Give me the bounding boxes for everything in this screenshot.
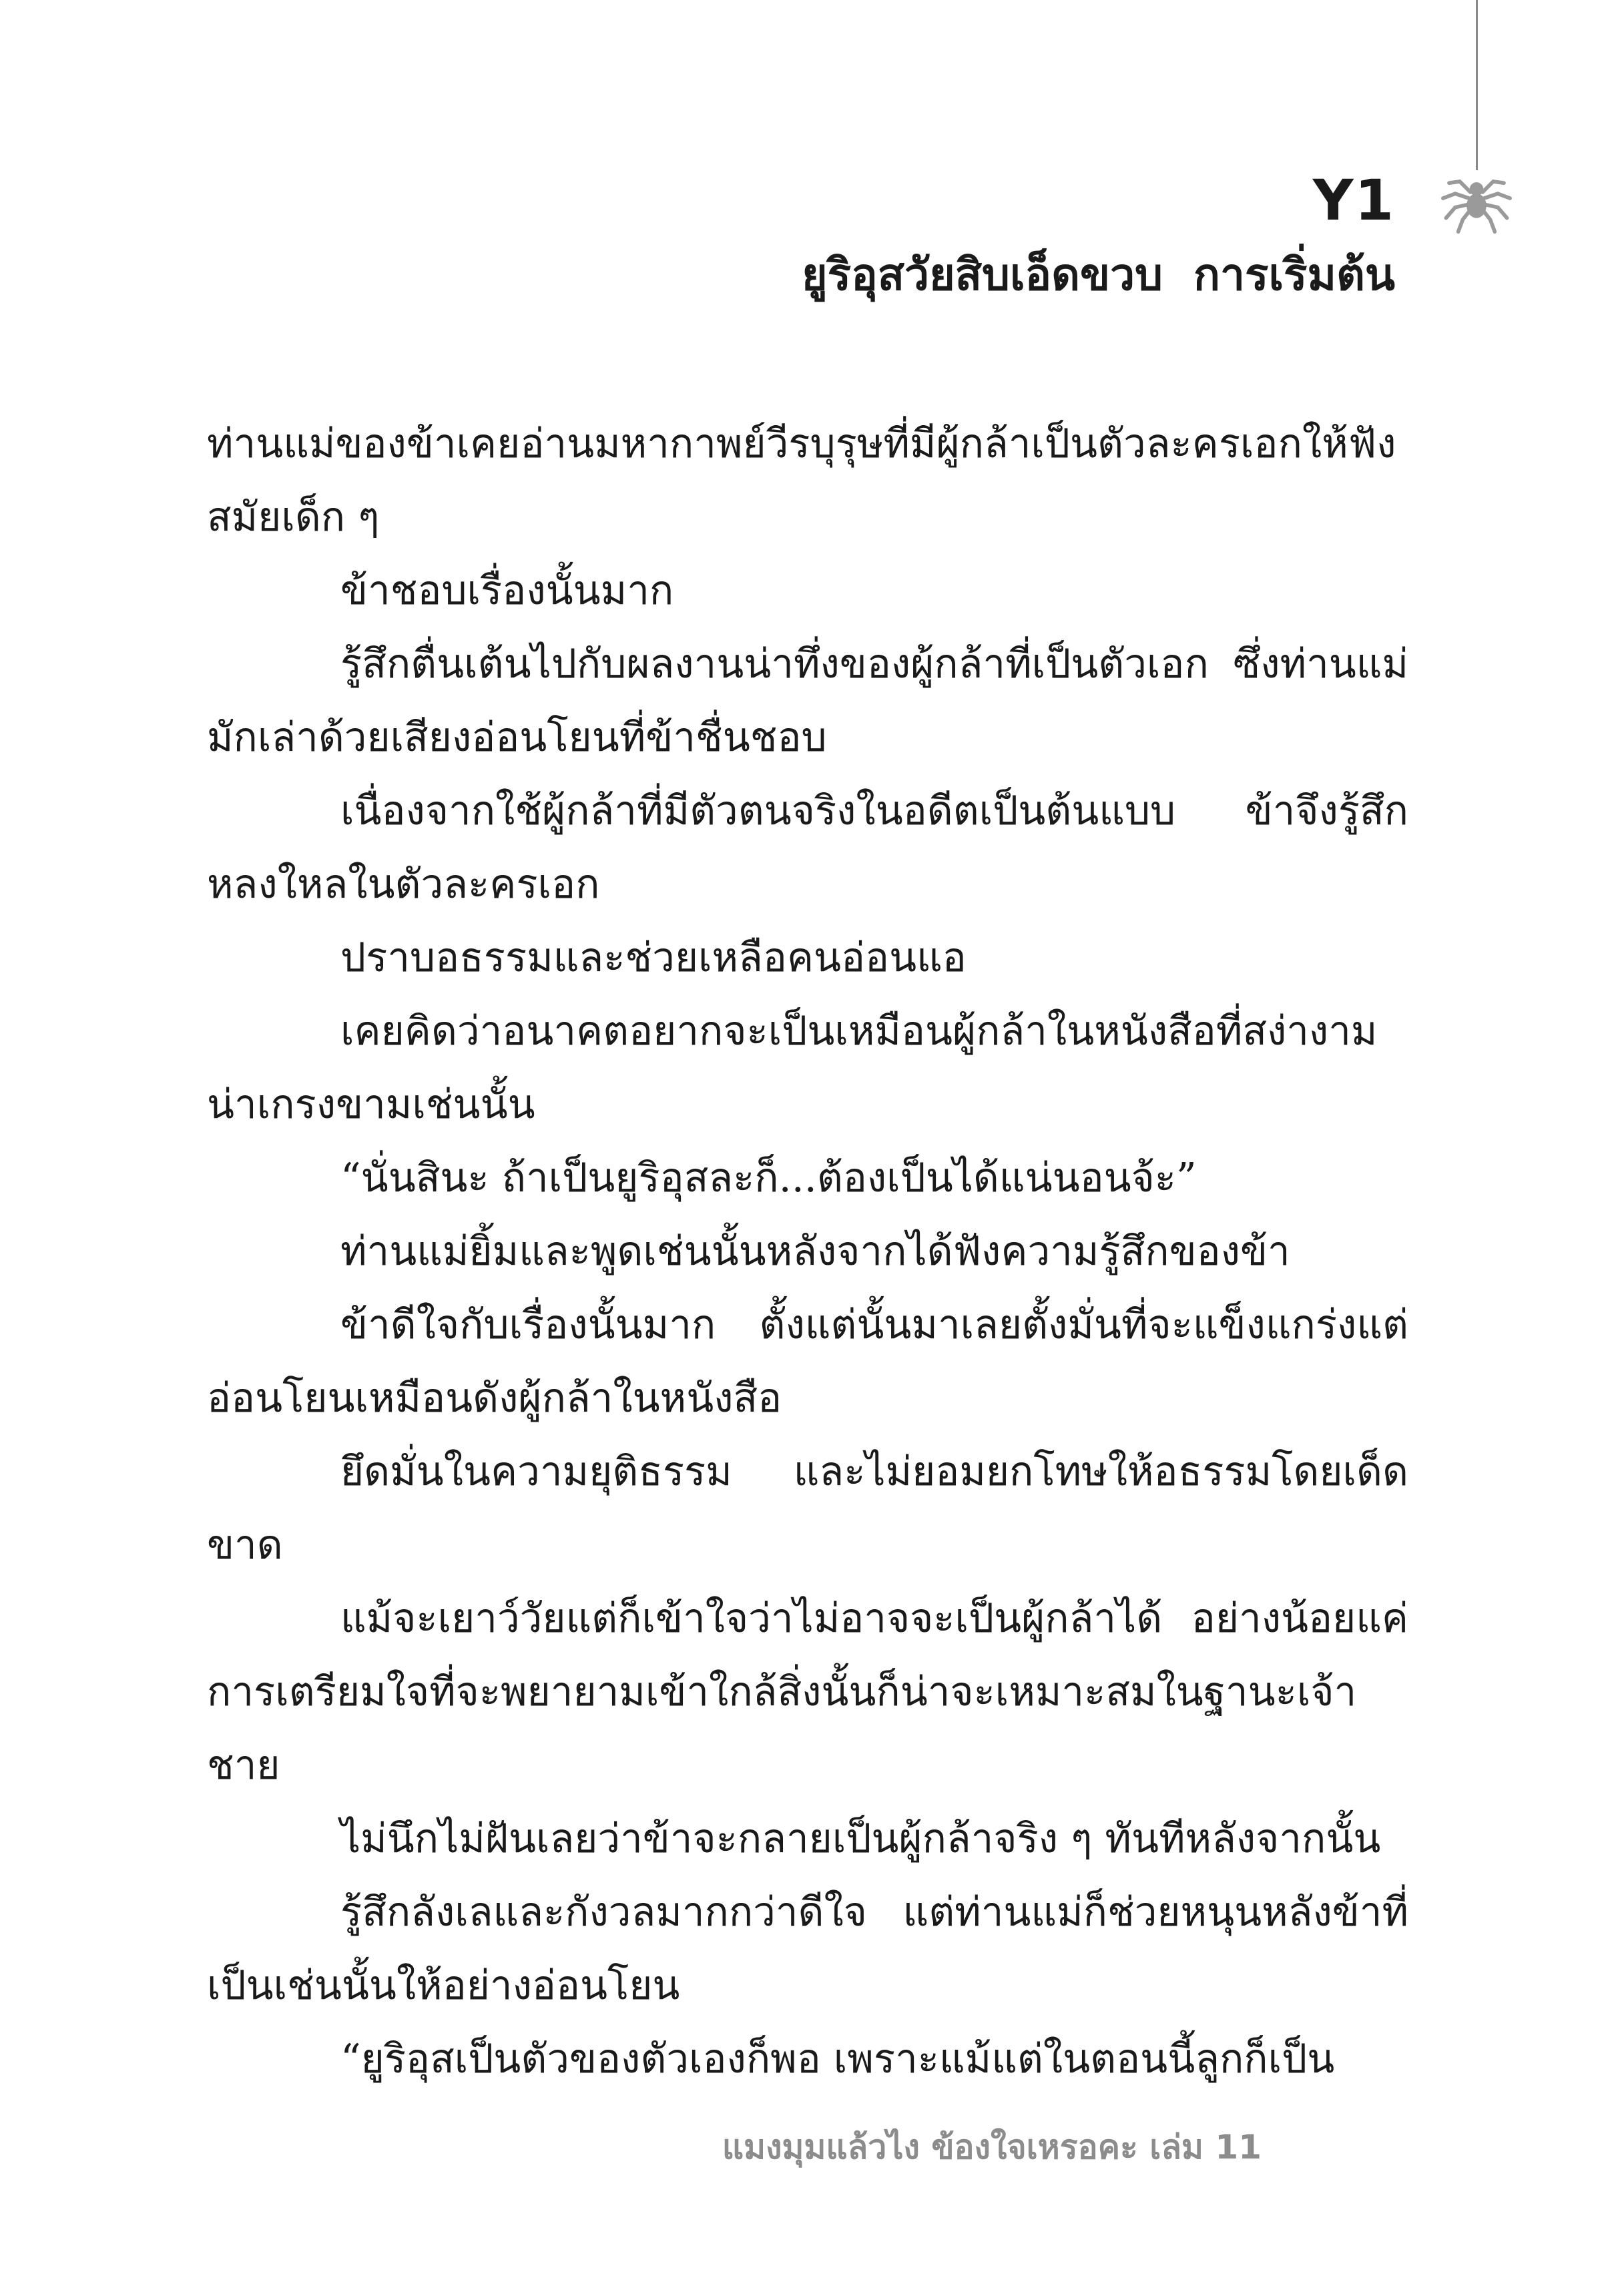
chapter-title: ยูริอุสวัยสิบเอ็ดขวบ การเริ่มต้น (801, 249, 1395, 300)
paragraph: “ยูริอุสเป็นตัวของตัวเองก็พอ เพราะแม้แต่ในตอนนี้ลูกก็เป็น (340, 2036, 1335, 2082)
paragraph: ท่านแม่ของข้าเคยอ่านมหากาพย์วีรบุรุษที่มีผู้กล้าเป็นตัวละครเอกให้ฟังสมัยเด็ก ๆ (207, 420, 1396, 541)
paragraph: ข้าชอบเรื่องนั้นมาก (340, 567, 674, 614)
spider-thread (1476, 0, 1478, 170)
paragraph: ท่านแม่ยิ้มและพูดเช่นนั้นหลังจากได้ฟังความรู้สึกของข้า (340, 1228, 1290, 1275)
paragraph: “นั่นสินะ ถ้าเป็นยูริอุสละก็...ต้องเป็นได้แน่นอนจ้ะ” (340, 1155, 1197, 1201)
paragraph: ปราบอธรรมและช่วยเหลือคนอ่อนแอ (340, 934, 967, 981)
paragraph: เคยคิดว่าอนาคตอยากจะเป็นเหมือนผู้กล้าในหนังสือที่สง่างามน่าเกรงขามเช่นนั้น (207, 1008, 1378, 1128)
paragraph: ข้าดีใจกับเรื่องนั้นมาก ตั้งแต่นั้นมาเลยตั้งมั่นที่จะแข็งแกร่งแต่อ่อนโยนเหมือนดังผู้กล้าในหนังสือ (207, 1302, 1408, 1422)
paragraph: แม้จะเยาว์วัยแต่ก็เข้าใจว่าไม่อาจจะเป็นผู้กล้าได้ อย่างน้อยแค่การเตรียมใจที่จะพยายามเข้าใกล้สิ่งนั้นก็น่าจะเหมาะสมในฐานะเจ้าชาย (207, 1595, 1408, 1789)
paragraph: รู้สึกตื่นเต้นไปกับผลงานน่าทึ่งของผู้กล้าที่เป็นตัวเอก ซึ่งท่านแม่มักเล่าด้วยเสียงอ่อนโยนที่ข้าชื่นชอบ (207, 641, 1408, 761)
page-footer: แมงมุมแล้วไง ข้องใจเหรอคะ เล่ม 11 (722, 2128, 1262, 2167)
paragraph: รู้สึกลังเลและกังวลมากกว่าดีใจ แต่ท่านแม่ก็ช่วยหนุนหลังข้าที่เป็นเช่นนั้นให้อย่างอ่อนโยน (207, 1889, 1408, 2009)
paragraph: ไม่นึกไม่ฝันเลยว่าข้าจะกลายเป็นผู้กล้าจริง ๆ ทันทีหลังจากนั้น (340, 1815, 1381, 1862)
chapter-number: Y1 (1312, 168, 1395, 233)
spider-icon (1438, 160, 1515, 236)
body-text (207, 407, 1408, 2096)
paragraph: ยึดมั่นในความยุติธรรม และไม่ยอมยกโทษให้อธรรมโดยเด็ดขาด (207, 1448, 1408, 1568)
paragraph: เนื่องจากใช้ผู้กล้าที่มีตัวตนจริงในอดีตเป็นต้นแบบ ข้าจึงรู้สึกหลงใหลในตัวละครเอก (207, 788, 1408, 908)
